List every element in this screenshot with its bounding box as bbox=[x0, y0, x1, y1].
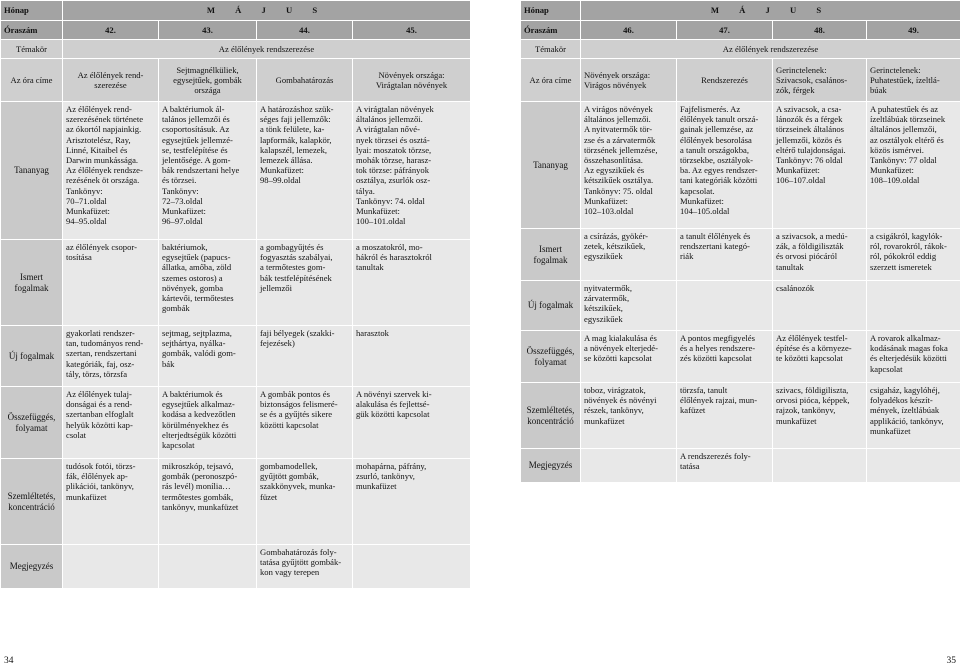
temakor-label: Témakör bbox=[521, 40, 581, 59]
lesson-title: Gerinctelenek: Szivacsok, csalános- zók, férgek bbox=[773, 59, 867, 102]
row-label-uj-fogalmak: Új fogalmak bbox=[1, 326, 63, 387]
ismert-fogalmak-cell: az élőlények csopor- tosítása bbox=[63, 240, 159, 326]
szemleltetes-cell: szivacs, földigiliszta, orvosi pióca, képpek, rajzok, tankönyv, munkafüzet bbox=[773, 383, 867, 449]
megjegyzes-cell: Gombahatározás foly- tatása gyűjtött gombák- kon vagy terepen bbox=[257, 545, 353, 589]
oraszam-label: Óraszám bbox=[521, 21, 581, 40]
lesson-number: 47. bbox=[677, 21, 773, 40]
lesson-number: 43. bbox=[159, 21, 257, 40]
ismert-fogalmak-cell: a csírázás, gyökér- zetek, kétszikűek, egyszikűek bbox=[581, 229, 677, 281]
uj-fogalmak-cell: faji bélyegek (szakki- fejezések) bbox=[257, 326, 353, 387]
lesson-number: 46. bbox=[581, 21, 677, 40]
right-page bbox=[520, 0, 960, 483]
lesson-number: 48. bbox=[773, 21, 867, 40]
tananyag-cell: A baktériumok ál- talános jellemzői és csoportosításuk. Az egysejtűek jellemzé- se, testfelépítése és jelentősége. A gom- bák rendszertani helye és törzsei. Tankönyv: 72–73.oldal Munkafüzet: 96–97.oldal bbox=[159, 102, 257, 240]
osszefugges-cell: A rovarok alkalmaz- kodásának magas foka és elterjedésük közötti kapcsolat bbox=[867, 331, 960, 383]
left-lesson-plan-table bbox=[0, 0, 471, 589]
ismert-fogalmak-cell: baktériumok, egysejtűek (papucs- állatka, amőba, zöld szemes ostoros) a növények, gomba kártevői, termőtestes gombák bbox=[159, 240, 257, 326]
right-lesson-plan-table bbox=[520, 0, 960, 483]
row-label-ismert-fogalmak: Ismert fogalmak bbox=[1, 240, 63, 326]
tananyag-cell: A virágos növények általános jellemzői. A nyitvatermők tör- zse és a zárvatermők törzsének jellemzése, összehasonlítása. Az egyszikűek és kétszikűek osztálya. Tankönyv: 75. oldal Munkafüzet: 102–103.oldal bbox=[581, 102, 677, 229]
szemleltetes-cell: törzsfa, tanult élőlények rajzai, mun- kafüzet bbox=[677, 383, 773, 449]
megjegyzes-cell bbox=[773, 449, 867, 483]
osszefugges-cell: A pontos megfigyelés és a helyes rendszere- zés közötti kapcsolat bbox=[677, 331, 773, 383]
tananyag-cell: Fajfelismerés. Az élőlények tanult orszá- gainak jellemzése, az élőlények besorolása a tanult országokba, törzsekbe, osztályok- ba. Az egyes rendszer- tani kategóriák közötti kapcsolat. Munkafüzet: 104–105.oldal bbox=[677, 102, 773, 229]
lesson-number: 42. bbox=[63, 21, 159, 40]
lesson-number: 49. bbox=[867, 21, 960, 40]
uj-fogalmak-cell: sejtmag, sejtplazma, sejthártya, nyálka- gombák, valódi gom- bák bbox=[159, 326, 257, 387]
row-label-uj-fogalmak: Új fogalmak bbox=[521, 281, 581, 331]
topic-title: Az élőlények rendszerezése bbox=[63, 40, 471, 59]
megjegyzes-cell bbox=[159, 545, 257, 589]
lesson-title: Az élőlények rend- szerezése bbox=[63, 59, 159, 102]
osszefugges-cell: Az élőlények tulaj- donságai és a rend- szertanban elfoglalt helyük közötti kap- csolat bbox=[63, 387, 159, 459]
left-page bbox=[0, 0, 470, 589]
topic-title: Az élőlények rendszerezése bbox=[581, 40, 960, 59]
ora-cime-label: Az óra címe bbox=[521, 59, 581, 102]
lesson-number: 45. bbox=[353, 21, 471, 40]
tananyag-cell: A puhatestűek és az ízeltlábúak törzseinek általános jellemzői, az osztályok eltérő és közös ismérvei. Tankönyv: 77 oldal Munkafüzet: 108–109.oldal bbox=[867, 102, 960, 229]
row-label-tananyag: Tananyag bbox=[1, 102, 63, 240]
row-label-megjegyzes: Megjegyzés bbox=[521, 449, 581, 483]
tananyag-cell: A szivacsok, a csa- lánozók és a férgek törzseinek általános jellemzői, közös és eltérő tulajdonságai. Tankönyv: 76 oldal Munkafüzet: 106–107.oldal bbox=[773, 102, 867, 229]
szemleltetes-cell: mikroszkóp, tejsavó, gombák (peronoszpó- rás levél) monília… termőtestes gombák, tankönyv, munkafüzet bbox=[159, 459, 257, 545]
lesson-title: Gerinctelenek: Puhatestűek, ízeltlá- búak bbox=[867, 59, 960, 102]
ismert-fogalmak-cell: a szivacsok, a medú- zák, a földigiliszták és orvosi piócáról tanultak bbox=[773, 229, 867, 281]
szemleltetes-cell: mohapárna, páfrány, zsurló, tankönyv, munkafüzet bbox=[353, 459, 471, 545]
row-label-tananyag: Tananyag bbox=[521, 102, 581, 229]
lesson-title: Gombahatározás bbox=[257, 59, 353, 102]
lesson-title: Rendszerezés bbox=[677, 59, 773, 102]
oraszam-label: Óraszám bbox=[1, 21, 63, 40]
row-label-megjegyzes: Megjegyzés bbox=[1, 545, 63, 589]
uj-fogalmak-cell: csalánozók bbox=[773, 281, 867, 331]
row-label-ismert-fogalmak: Ismert fogalmak bbox=[521, 229, 581, 281]
megjegyzes-cell: A rendszerezés foly- tatása bbox=[677, 449, 773, 483]
megjegyzes-cell bbox=[581, 449, 677, 483]
row-label-osszefugges: Összefüggés, folyamat bbox=[521, 331, 581, 383]
row-label-szemleltetes: Szemléltetés, koncentráció bbox=[1, 459, 63, 545]
ismert-fogalmak-cell: a tanult élőlények és rendszertani kategó- riák bbox=[677, 229, 773, 281]
szemleltetes-cell: toboz, virágzatok, növények és növényi részek, tankönyv, munkafüzet bbox=[581, 383, 677, 449]
tananyag-cell: A határozáshoz szük- séges faji jellemzők: a tönk felülete, ka- lapformák, kalapkör, kalapszél, lemezek, lemezek állása. Munkafüzet: 98–99.oldal bbox=[257, 102, 353, 240]
honap-label: Hónap bbox=[1, 1, 63, 21]
page-number-right: 35 bbox=[946, 656, 956, 666]
megjegyzes-cell bbox=[63, 545, 159, 589]
ora-cime-label: Az óra címe bbox=[1, 59, 63, 102]
osszefugges-cell: A gombák pontos és biztonságos felismeré- se és a gyűjtés sikere közötti kapcsolat bbox=[257, 387, 353, 459]
osszefugges-cell: A baktériumok és egysejtűek alkalmaz- kodása a kedvezőtlen körülményekhez és elterjedtségük közötti kapcsolat bbox=[159, 387, 257, 459]
megjegyzes-cell bbox=[867, 449, 960, 483]
page-number-left: 34 bbox=[4, 656, 14, 666]
ismert-fogalmak-cell: a gombagyűjtés és fogyasztás szabályai, a termőtestes gom- bák testfelépítésének jellemzői bbox=[257, 240, 353, 326]
uj-fogalmak-cell bbox=[867, 281, 960, 331]
tananyag-cell: A virágtalan növények általános jellemzői. A virágtalan nővé- nyek törzsei és osztá- lyai: moszatok törzse, mohák törzse, harasz- tok törzse: páfrányok osztálya, zsurlók osz- tálya. Tankönyv: 74. oldal Munkafüzet: 100–101.oldal bbox=[353, 102, 471, 240]
szemleltetes-cell: gombamodellek, gyűjtött gombák, szakkönyvek, munka- füzet bbox=[257, 459, 353, 545]
uj-fogalmak-cell: gyakorlati rendszer- tan, tudományos rend- szertan, rendszertani kategóriák, faj, osz- tály, törzs, törzsfa bbox=[63, 326, 159, 387]
lesson-number: 44. bbox=[257, 21, 353, 40]
szemleltetes-cell: tudósok fotói, törzs- fák, élőlények ap- plikációi, tankönyv, munkafüzet bbox=[63, 459, 159, 545]
osszefugges-cell: Az élőlények testfel- építése és a környeze- te közötti kapcsolat bbox=[773, 331, 867, 383]
osszefugges-cell: A növényi szervek ki- alakulása és fejlettsé- gük közötti kapcsolat bbox=[353, 387, 471, 459]
lesson-title: Növények országa: Virágtalan növények bbox=[353, 59, 471, 102]
row-label-szemleltetes: Szemléltetés, koncentráció bbox=[521, 383, 581, 449]
ismert-fogalmak-cell: a csigákról, kagylók- ról, rovarokról, rákok- ról, pókokról eddig szerzett ismeretek bbox=[867, 229, 960, 281]
megjegyzes-cell bbox=[353, 545, 471, 589]
temakor-label: Témakör bbox=[1, 40, 63, 59]
month-name: M Á J U S bbox=[581, 1, 960, 21]
szemleltetes-cell: csigaház, kagylóhéj, folyadékos készít- mények, ízeltlábúak applikáció, tankönyv, munkafüzet bbox=[867, 383, 960, 449]
uj-fogalmak-cell: harasztok bbox=[353, 326, 471, 387]
lesson-title: Sejtmagnélküliek, egysejtűek, gombák országa bbox=[159, 59, 257, 102]
row-label-osszefugges: Összefüggés, folyamat bbox=[1, 387, 63, 459]
osszefugges-cell: A mag kialakulása és a növények elterjedé- se közötti kapcsolat bbox=[581, 331, 677, 383]
uj-fogalmak-cell bbox=[677, 281, 773, 331]
lesson-title: Növények országa: Virágos növények bbox=[581, 59, 677, 102]
uj-fogalmak-cell: nyitvatermők, zárvatermők, kétszikűek, egyszikűek bbox=[581, 281, 677, 331]
month-name: M Á J U S bbox=[63, 1, 471, 21]
tananyag-cell: Az élőlények rend- szerezésének története az ókortól napjainkig. Arisztotelész, Ray, Linné, Kitaibel és Darwin munkássága. Az élőlények rendsze- rezésének öt országa. Tankönyv: 70–71.oldal Munkafüzet: 94–95.oldal bbox=[63, 102, 159, 240]
ismert-fogalmak-cell: a moszatokról, mo- hákról és harasztokról tanultak bbox=[353, 240, 471, 326]
honap-label: Hónap bbox=[521, 1, 581, 21]
